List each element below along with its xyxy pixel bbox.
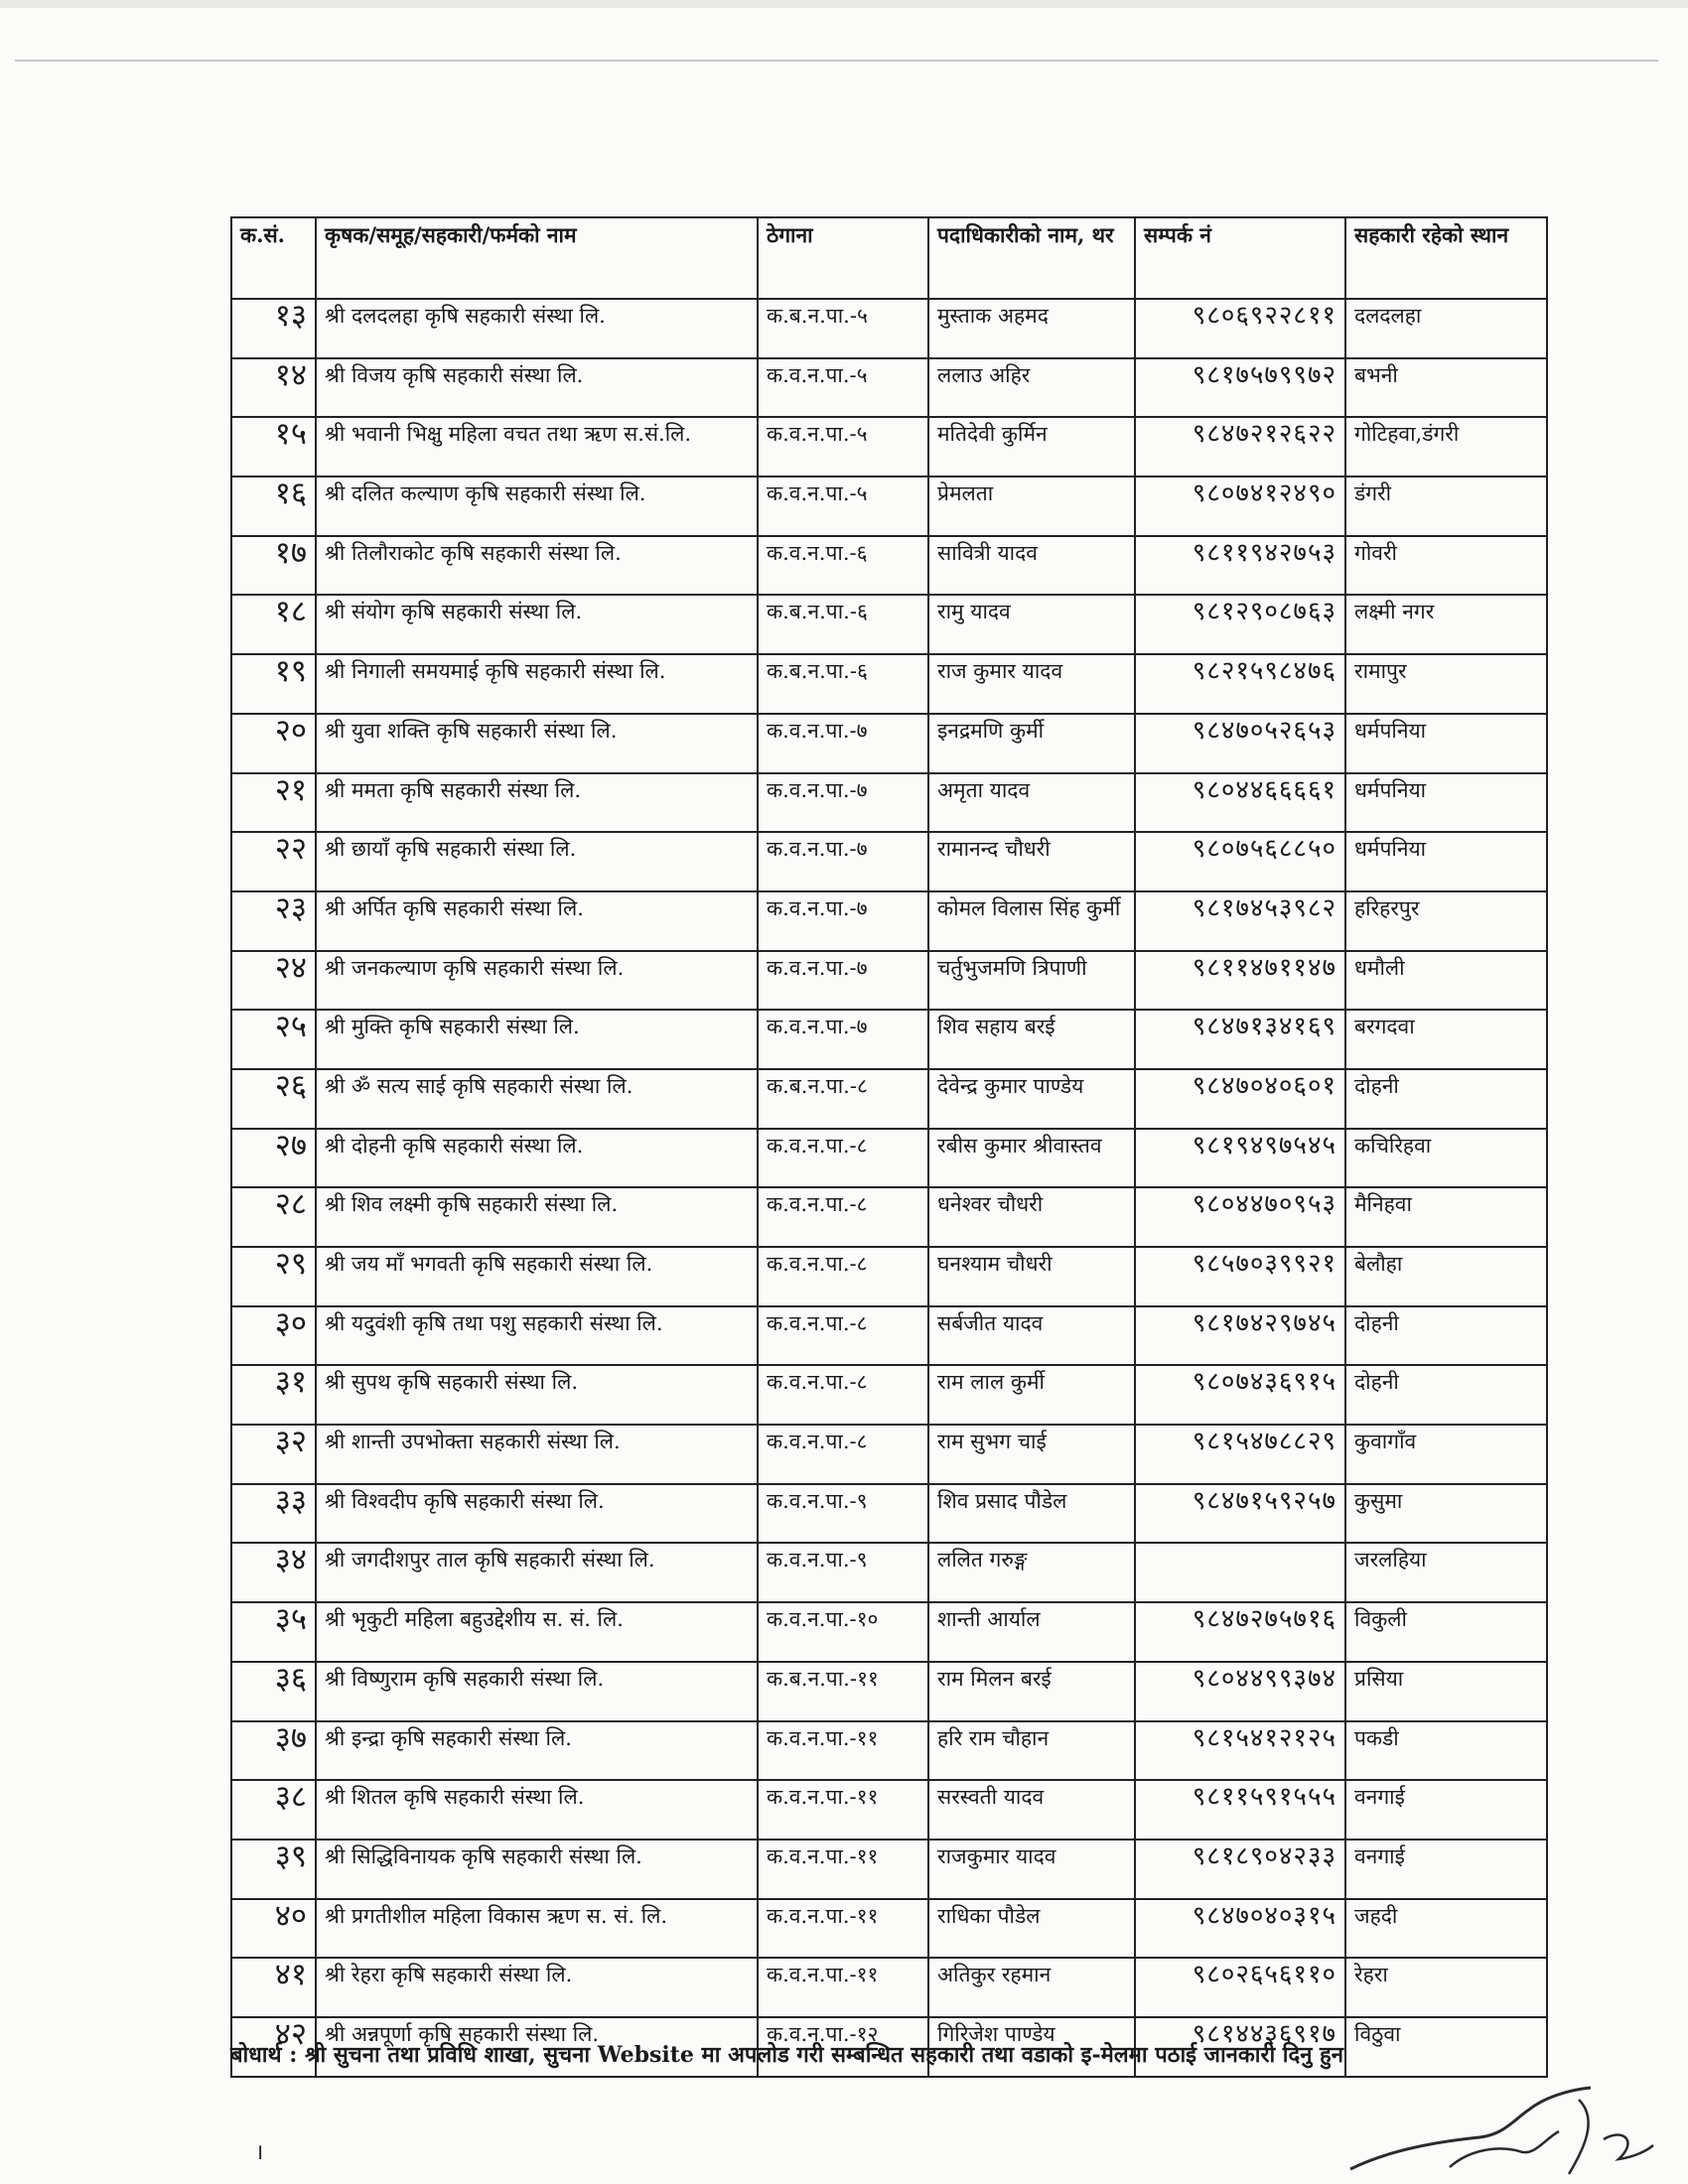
- cell-cooperative-name: श्री छायाँ कृषि सहकारी संस्था लि.: [316, 832, 758, 891]
- cell-phone: ९८२१५९८४७६: [1135, 654, 1345, 714]
- table-row: [231, 477, 1547, 536]
- cell-place: मैनिहवा: [1345, 1187, 1547, 1247]
- cell-cooperative-name: श्री विष्णुराम कृषि सहकारी संस्था लि.: [316, 1662, 758, 1721]
- cell-phone: ९८१४४३६९१७: [1135, 2017, 1345, 2077]
- table-row: [231, 536, 1547, 596]
- cell-official: धनेश्वर चौधरी: [928, 1187, 1135, 1247]
- cell-cooperative-name: श्री सिद्धिविनायक कृषि सहकारी संस्था लि.: [316, 1840, 758, 1899]
- cell-place: दोहनी: [1345, 1365, 1547, 1425]
- col-header-official: पदाधिकारीको नाम, थर: [928, 217, 1135, 299]
- cell-official: अतिकुर रहमान: [928, 1958, 1135, 2017]
- table-row: [231, 1365, 1547, 1425]
- cell-cooperative-name: श्री दोहनी कृषि सहकारी संस्था लि.: [316, 1129, 758, 1188]
- cell-sn: १९: [231, 654, 316, 714]
- cell-place: दोहनी: [1345, 1069, 1547, 1129]
- cell-place: गोटिहवा,डंगरी: [1345, 417, 1547, 477]
- table-row: [231, 1010, 1547, 1069]
- cell-place: जहदी: [1345, 1899, 1547, 1959]
- table-row: [231, 714, 1547, 773]
- cell-sn: ३०: [231, 1306, 316, 1366]
- cell-address: क.व.न.पा.-७: [758, 951, 928, 1011]
- cell-official: मुस्ताक अहमद: [928, 299, 1135, 358]
- cell-phone: ९८४७०४०३१५: [1135, 1899, 1345, 1959]
- cell-place: जरलहिया: [1345, 1543, 1547, 1602]
- cell-address: क.व.न.पा.-१०: [758, 1602, 928, 1662]
- cell-official: अमृता यादव: [928, 773, 1135, 833]
- cell-official: राम सुभग चाई: [928, 1425, 1135, 1484]
- cell-place: बभनी: [1345, 358, 1547, 418]
- cell-place: दलदलहा: [1345, 299, 1547, 358]
- col-header-phone: सम्पर्क नं: [1135, 217, 1345, 299]
- cell-cooperative-name: श्री यदुवंशी कृषि तथा पशु सहकारी संस्था लि.: [316, 1306, 758, 1366]
- cell-sn: ३७: [231, 1721, 316, 1781]
- cell-cooperative-name: श्री तिलौराकोट कृषि सहकारी संस्था लि.: [316, 536, 758, 596]
- cell-sn: २७: [231, 1129, 316, 1188]
- cell-cooperative-name: श्री विश्वदीप कृषि सहकारी संस्था लि.: [316, 1484, 758, 1544]
- cell-sn: ३८: [231, 1780, 316, 1840]
- cell-sn: २५: [231, 1010, 316, 1069]
- cell-sn: ३५: [231, 1602, 316, 1662]
- cell-phone: ९८४७१३४१६९: [1135, 1010, 1345, 1069]
- cell-address: क.व.न.पा.-९: [758, 1484, 928, 1544]
- table-row: [231, 1069, 1547, 1129]
- cell-phone: ९८१७५७९९७२: [1135, 358, 1345, 418]
- cell-address: क.ब.न.पा.-६: [758, 654, 928, 714]
- table-row: [231, 358, 1547, 418]
- cell-official: रामानन्द चौधरी: [928, 832, 1135, 891]
- cell-sn: ३१: [231, 1365, 316, 1425]
- cell-cooperative-name: श्री शितल कृषि सहकारी संस्था लि.: [316, 1780, 758, 1840]
- table-row: [231, 1602, 1547, 1662]
- handwritten-signature: [1331, 2080, 1658, 2184]
- footnote-cc: बोधार्थ : श्री सुचना तथा प्रविधि शाखा, सुचना Website मा अपलोड गरी सम्बन्धित सहकारी तथा वडाको इ-मेलमा पठाई जानकारी दिनु हुन: [230, 2042, 1343, 2068]
- cell-address: क.व.न.पा.-११: [758, 1899, 928, 1959]
- col-header-address: ठेगाना: [758, 217, 928, 299]
- cell-phone: ९८०६९२२८११: [1135, 299, 1345, 358]
- cell-phone: ९८५७०३९९२१: [1135, 1247, 1345, 1306]
- cell-phone: ९८०७४१२४९०: [1135, 477, 1345, 536]
- cell-place: वनगाई: [1345, 1780, 1547, 1840]
- cell-cooperative-name: श्री जनकल्याण कृषि सहकारी संस्था लि.: [316, 951, 758, 1011]
- cell-phone: ९८०७४३६९१५: [1135, 1365, 1345, 1425]
- cell-phone: ९८१५४७८८२९: [1135, 1425, 1345, 1484]
- cell-sn: २६: [231, 1069, 316, 1129]
- cell-address: क.व.न.पा.-७: [758, 773, 928, 833]
- cell-official: प्रेमलता: [928, 477, 1135, 536]
- cell-cooperative-name: श्री जगदीशपुर ताल कृषि सहकारी संस्था लि.: [316, 1543, 758, 1602]
- cell-phone: ९८०४४९९३७४: [1135, 1662, 1345, 1721]
- cell-official: ललाउ अहिर: [928, 358, 1135, 418]
- table-row: [231, 1721, 1547, 1781]
- cell-sn: २१: [231, 773, 316, 833]
- cell-official: सावित्री यादव: [928, 536, 1135, 596]
- cell-cooperative-name: श्री भृकुटी महिला बहुउद्देशीय स. सं. लि.: [316, 1602, 758, 1662]
- cell-address: क.व.न.पा.-७: [758, 891, 928, 951]
- cell-place: बेलौहा: [1345, 1247, 1547, 1306]
- cell-address: क.व.न.पा.-६: [758, 536, 928, 596]
- cell-cooperative-name: श्री युवा शक्ति कृषि सहकारी संस्था लि.: [316, 714, 758, 773]
- cell-cooperative-name: श्री रेहरा कृषि सहकारी संस्था लि.: [316, 1958, 758, 2017]
- cell-cooperative-name: श्री प्रगतीशील महिला विकास ऋण स. सं. लि.: [316, 1899, 758, 1959]
- cell-sn: २०: [231, 714, 316, 773]
- cell-official: घनश्याम चौधरी: [928, 1247, 1135, 1306]
- cell-official: ललित गरुङ्ग: [928, 1543, 1135, 1602]
- cell-address: क.व.न.पा.-११: [758, 1780, 928, 1840]
- cell-official: रामु यादव: [928, 595, 1135, 654]
- table-row: [231, 1958, 1547, 2017]
- cell-address: क.व.न.पा.-९: [758, 1543, 928, 1602]
- cell-sn: २९: [231, 1247, 316, 1306]
- scan-rule: [15, 60, 1658, 62]
- cell-official: सरस्वती यादव: [928, 1780, 1135, 1840]
- table-row: [231, 891, 1547, 951]
- cell-phone: ९८११५९१५५५: [1135, 1780, 1345, 1840]
- table-body: [231, 299, 1547, 2077]
- cell-phone: [1135, 1543, 1345, 1602]
- cell-phone: ९८१८९०४२३३: [1135, 1840, 1345, 1899]
- cell-sn: ३६: [231, 1662, 316, 1721]
- table-row: [231, 595, 1547, 654]
- cell-place: कचिरिहवा: [1345, 1129, 1547, 1188]
- cell-cooperative-name: श्री मुक्ति कृषि सहकारी संस्था लि.: [316, 1010, 758, 1069]
- cell-sn: १७: [231, 536, 316, 596]
- cell-sn: ४१: [231, 1958, 316, 2017]
- cell-address: क.व.न.पा.-७: [758, 1010, 928, 1069]
- cell-place: डंगरी: [1345, 477, 1547, 536]
- cell-official: देवेन्द्र कुमार पाण्डेय: [928, 1069, 1135, 1129]
- cell-place: विकुली: [1345, 1602, 1547, 1662]
- cell-address: क.व.न.पा.-७: [758, 832, 928, 891]
- cell-cooperative-name: श्री ॐ सत्य साई कृषि सहकारी संस्था लि.: [316, 1069, 758, 1129]
- cell-sn: ३२: [231, 1425, 316, 1484]
- cell-phone: ९८४७०५२६५३: [1135, 714, 1345, 773]
- cell-sn: २८: [231, 1187, 316, 1247]
- table-row: [231, 1899, 1547, 1959]
- cell-sn: १८: [231, 595, 316, 654]
- table-row: [231, 1484, 1547, 1544]
- cell-official: सर्बजीत यादव: [928, 1306, 1135, 1366]
- cell-address: क.ब.न.पा.-८: [758, 1069, 928, 1129]
- cell-address: क.व.न.पा.-५: [758, 358, 928, 418]
- cell-place: दोहनी: [1345, 1306, 1547, 1366]
- cell-place: धर्मपनिया: [1345, 832, 1547, 891]
- cell-place: पकडी: [1345, 1721, 1547, 1781]
- cell-official: मतिदेवी कुर्मिन: [928, 417, 1135, 477]
- cell-address: क.व.न.पा.-५: [758, 477, 928, 536]
- cell-phone: ९८०७५६८८५०: [1135, 832, 1345, 891]
- cell-place: वनगाई: [1345, 1840, 1547, 1899]
- cell-sn: २४: [231, 951, 316, 1011]
- table-row: [231, 773, 1547, 833]
- cooperative-list-table: [230, 216, 1548, 2078]
- cell-address: क.व.न.पा.-११: [758, 1958, 928, 2017]
- table-row: [231, 1247, 1547, 1306]
- cell-phone: ९८४७२१२६२२: [1135, 417, 1345, 477]
- cell-official: राज कुमार यादव: [928, 654, 1135, 714]
- header-row: [231, 217, 1547, 299]
- cell-official: कोमल विलास सिंह कुर्मी: [928, 891, 1135, 951]
- cell-phone: ९८१९४९७५४५: [1135, 1129, 1345, 1188]
- cell-phone: ९८१७४५३९८२: [1135, 891, 1345, 951]
- cell-address: क.व.न.पा.-८: [758, 1365, 928, 1425]
- cell-cooperative-name: श्री दलित कल्याण कृषि सहकारी संस्था लि.: [316, 477, 758, 536]
- cell-address: क.व.न.पा.-११: [758, 1840, 928, 1899]
- table-row: [231, 832, 1547, 891]
- table-row: [231, 1425, 1547, 1484]
- col-header-sn: क.सं.: [231, 217, 316, 299]
- cell-place: धर्मपनिया: [1345, 714, 1547, 773]
- cell-sn: ४०: [231, 1899, 316, 1959]
- cell-official: इनद्रमणि कुर्मी: [928, 714, 1135, 773]
- cell-address: क.व.न.पा.-८: [758, 1129, 928, 1188]
- cell-place: बरगदवा: [1345, 1010, 1547, 1069]
- table-row: [231, 1187, 1547, 1247]
- cell-address: क.व.न.पा.-८: [758, 1187, 928, 1247]
- cell-address: क.व.न.पा.-५: [758, 417, 928, 477]
- table-row: [231, 1543, 1547, 1602]
- cell-place: विठुवा: [1345, 2017, 1547, 2077]
- table-header: [231, 217, 1547, 299]
- cell-place: लक्ष्मी नगर: [1345, 595, 1547, 654]
- cell-official: राधिका पौडेल: [928, 1899, 1135, 1959]
- cell-official: रबीस कुमार श्रीवास्तव: [928, 1129, 1135, 1188]
- table-row: [231, 417, 1547, 477]
- cell-cooperative-name: श्री संयोग कृषि सहकारी संस्था लि.: [316, 595, 758, 654]
- cell-cooperative-name: श्री शिव लक्ष्मी कृषि सहकारी संस्था लि.: [316, 1187, 758, 1247]
- cell-cooperative-name: श्री जय माँ भगवती कृषि सहकारी संस्था लि.: [316, 1247, 758, 1306]
- cell-phone: ९८४७१५९२५७: [1135, 1484, 1345, 1544]
- cell-official: राम लाल कुर्मी: [928, 1365, 1135, 1425]
- cell-sn: १३: [231, 299, 316, 358]
- cell-official: गिरिजेश पाण्डेय: [928, 2017, 1135, 2077]
- cell-place: कुसुमा: [1345, 1484, 1547, 1544]
- table-row: [231, 1129, 1547, 1188]
- cell-phone: ९८४७२७५७१६: [1135, 1602, 1345, 1662]
- cell-phone: ९८०४४६६६६१: [1135, 773, 1345, 833]
- cell-place: धमौली: [1345, 951, 1547, 1011]
- cell-address: क.ब.न.पा.-५: [758, 299, 928, 358]
- cell-cooperative-name: श्री सुपथ कृषि सहकारी संस्था लि.: [316, 1365, 758, 1425]
- cell-sn: २३: [231, 891, 316, 951]
- cell-place: हरिहरपुर: [1345, 891, 1547, 951]
- cell-address: क.ब.न.पा.-११: [758, 1662, 928, 1721]
- table-row: [231, 654, 1547, 714]
- cell-address: क.व.न.पा.-७: [758, 714, 928, 773]
- cell-sn: ४२: [231, 2017, 316, 2077]
- cell-address: क.व.न.पा.-८: [758, 1247, 928, 1306]
- page-top-edge: [0, 0, 1688, 8]
- cell-official: शिव प्रसाद पौडेल: [928, 1484, 1135, 1544]
- cell-place: रेहरा: [1345, 1958, 1547, 2017]
- cell-sn: ३९: [231, 1840, 316, 1899]
- cell-place: प्रसिया: [1345, 1662, 1547, 1721]
- cell-phone: ९८०२६५६११०: [1135, 1958, 1345, 2017]
- cell-address: क.व.न.पा.-११: [758, 1721, 928, 1781]
- cell-sn: २२: [231, 832, 316, 891]
- table-row: [231, 299, 1547, 358]
- cell-phone: ९८१५४१२१२५: [1135, 1721, 1345, 1781]
- table-row: [231, 1780, 1547, 1840]
- cell-phone: ९८०४४७०९५३: [1135, 1187, 1345, 1247]
- cell-cooperative-name: श्री अन्नपूर्णा कृषि सहकारी संस्था लि.: [316, 2017, 758, 2077]
- cell-sn: ३४: [231, 1543, 316, 1602]
- table-row: [231, 1306, 1547, 1366]
- cell-place: धर्मपनिया: [1345, 773, 1547, 833]
- cell-place: रामापुर: [1345, 654, 1547, 714]
- cell-official: राम मिलन बरई: [928, 1662, 1135, 1721]
- cell-official: हरि राम चौहान: [928, 1721, 1135, 1781]
- cell-cooperative-name: श्री दलदलहा कृषि सहकारी संस्था लि.: [316, 299, 758, 358]
- footnote-danda: ।: [255, 2140, 264, 2165]
- cell-cooperative-name: श्री इन्द्रा कृषि सहकारी संस्था लि.: [316, 1721, 758, 1781]
- cell-sn: १५: [231, 417, 316, 477]
- cell-sn: १४: [231, 358, 316, 418]
- cell-cooperative-name: श्री ममता कृषि सहकारी संस्था लि.: [316, 773, 758, 833]
- cell-address: क.ब.न.पा.-६: [758, 595, 928, 654]
- cell-official: चर्तुभुजमणि त्रिपाणी: [928, 951, 1135, 1011]
- cell-cooperative-name: श्री भवानी भिक्षु महिला वचत तथा ऋण स.सं.लि.: [316, 417, 758, 477]
- cell-place: कुवागाँव: [1345, 1425, 1547, 1484]
- cell-address: क.व.न.पा.-८: [758, 1425, 928, 1484]
- cell-cooperative-name: श्री शान्ती उपभोक्ता सहकारी संस्था लि.: [316, 1425, 758, 1484]
- table-row: [231, 951, 1547, 1011]
- cell-phone: ९८१२९०८७६३: [1135, 595, 1345, 654]
- table-row: [231, 1662, 1547, 1721]
- cell-cooperative-name: श्री निगाली समयमाई कृषि सहकारी संस्था लि.: [316, 654, 758, 714]
- col-header-name: कृषक/समूह/सहकारी/फर्मको नाम: [316, 217, 758, 299]
- cell-phone: ९८११४७११४७: [1135, 951, 1345, 1011]
- cell-official: राजकुमार यादव: [928, 1840, 1135, 1899]
- cell-phone: ९८४७०४०६०१: [1135, 1069, 1345, 1129]
- cell-cooperative-name: श्री अर्पित कृषि सहकारी संस्था लि.: [316, 891, 758, 951]
- cell-sn: ३३: [231, 1484, 316, 1544]
- cell-address: क.व.न.पा.-१२: [758, 2017, 928, 2077]
- cell-sn: १६: [231, 477, 316, 536]
- cell-place: गोवरी: [1345, 536, 1547, 596]
- cell-cooperative-name: श्री विजय कृषि सहकारी संस्था लि.: [316, 358, 758, 418]
- table-row: [231, 1840, 1547, 1899]
- cell-phone: ९८११९४२७५३: [1135, 536, 1345, 596]
- cell-official: शान्ती आर्याल: [928, 1602, 1135, 1662]
- col-header-place: सहकारी रहेको स्थान: [1345, 217, 1547, 299]
- cell-official: शिव सहाय बरई: [928, 1010, 1135, 1069]
- cell-address: क.व.न.पा.-८: [758, 1306, 928, 1366]
- cell-phone: ९८१७४२९७४५: [1135, 1306, 1345, 1366]
